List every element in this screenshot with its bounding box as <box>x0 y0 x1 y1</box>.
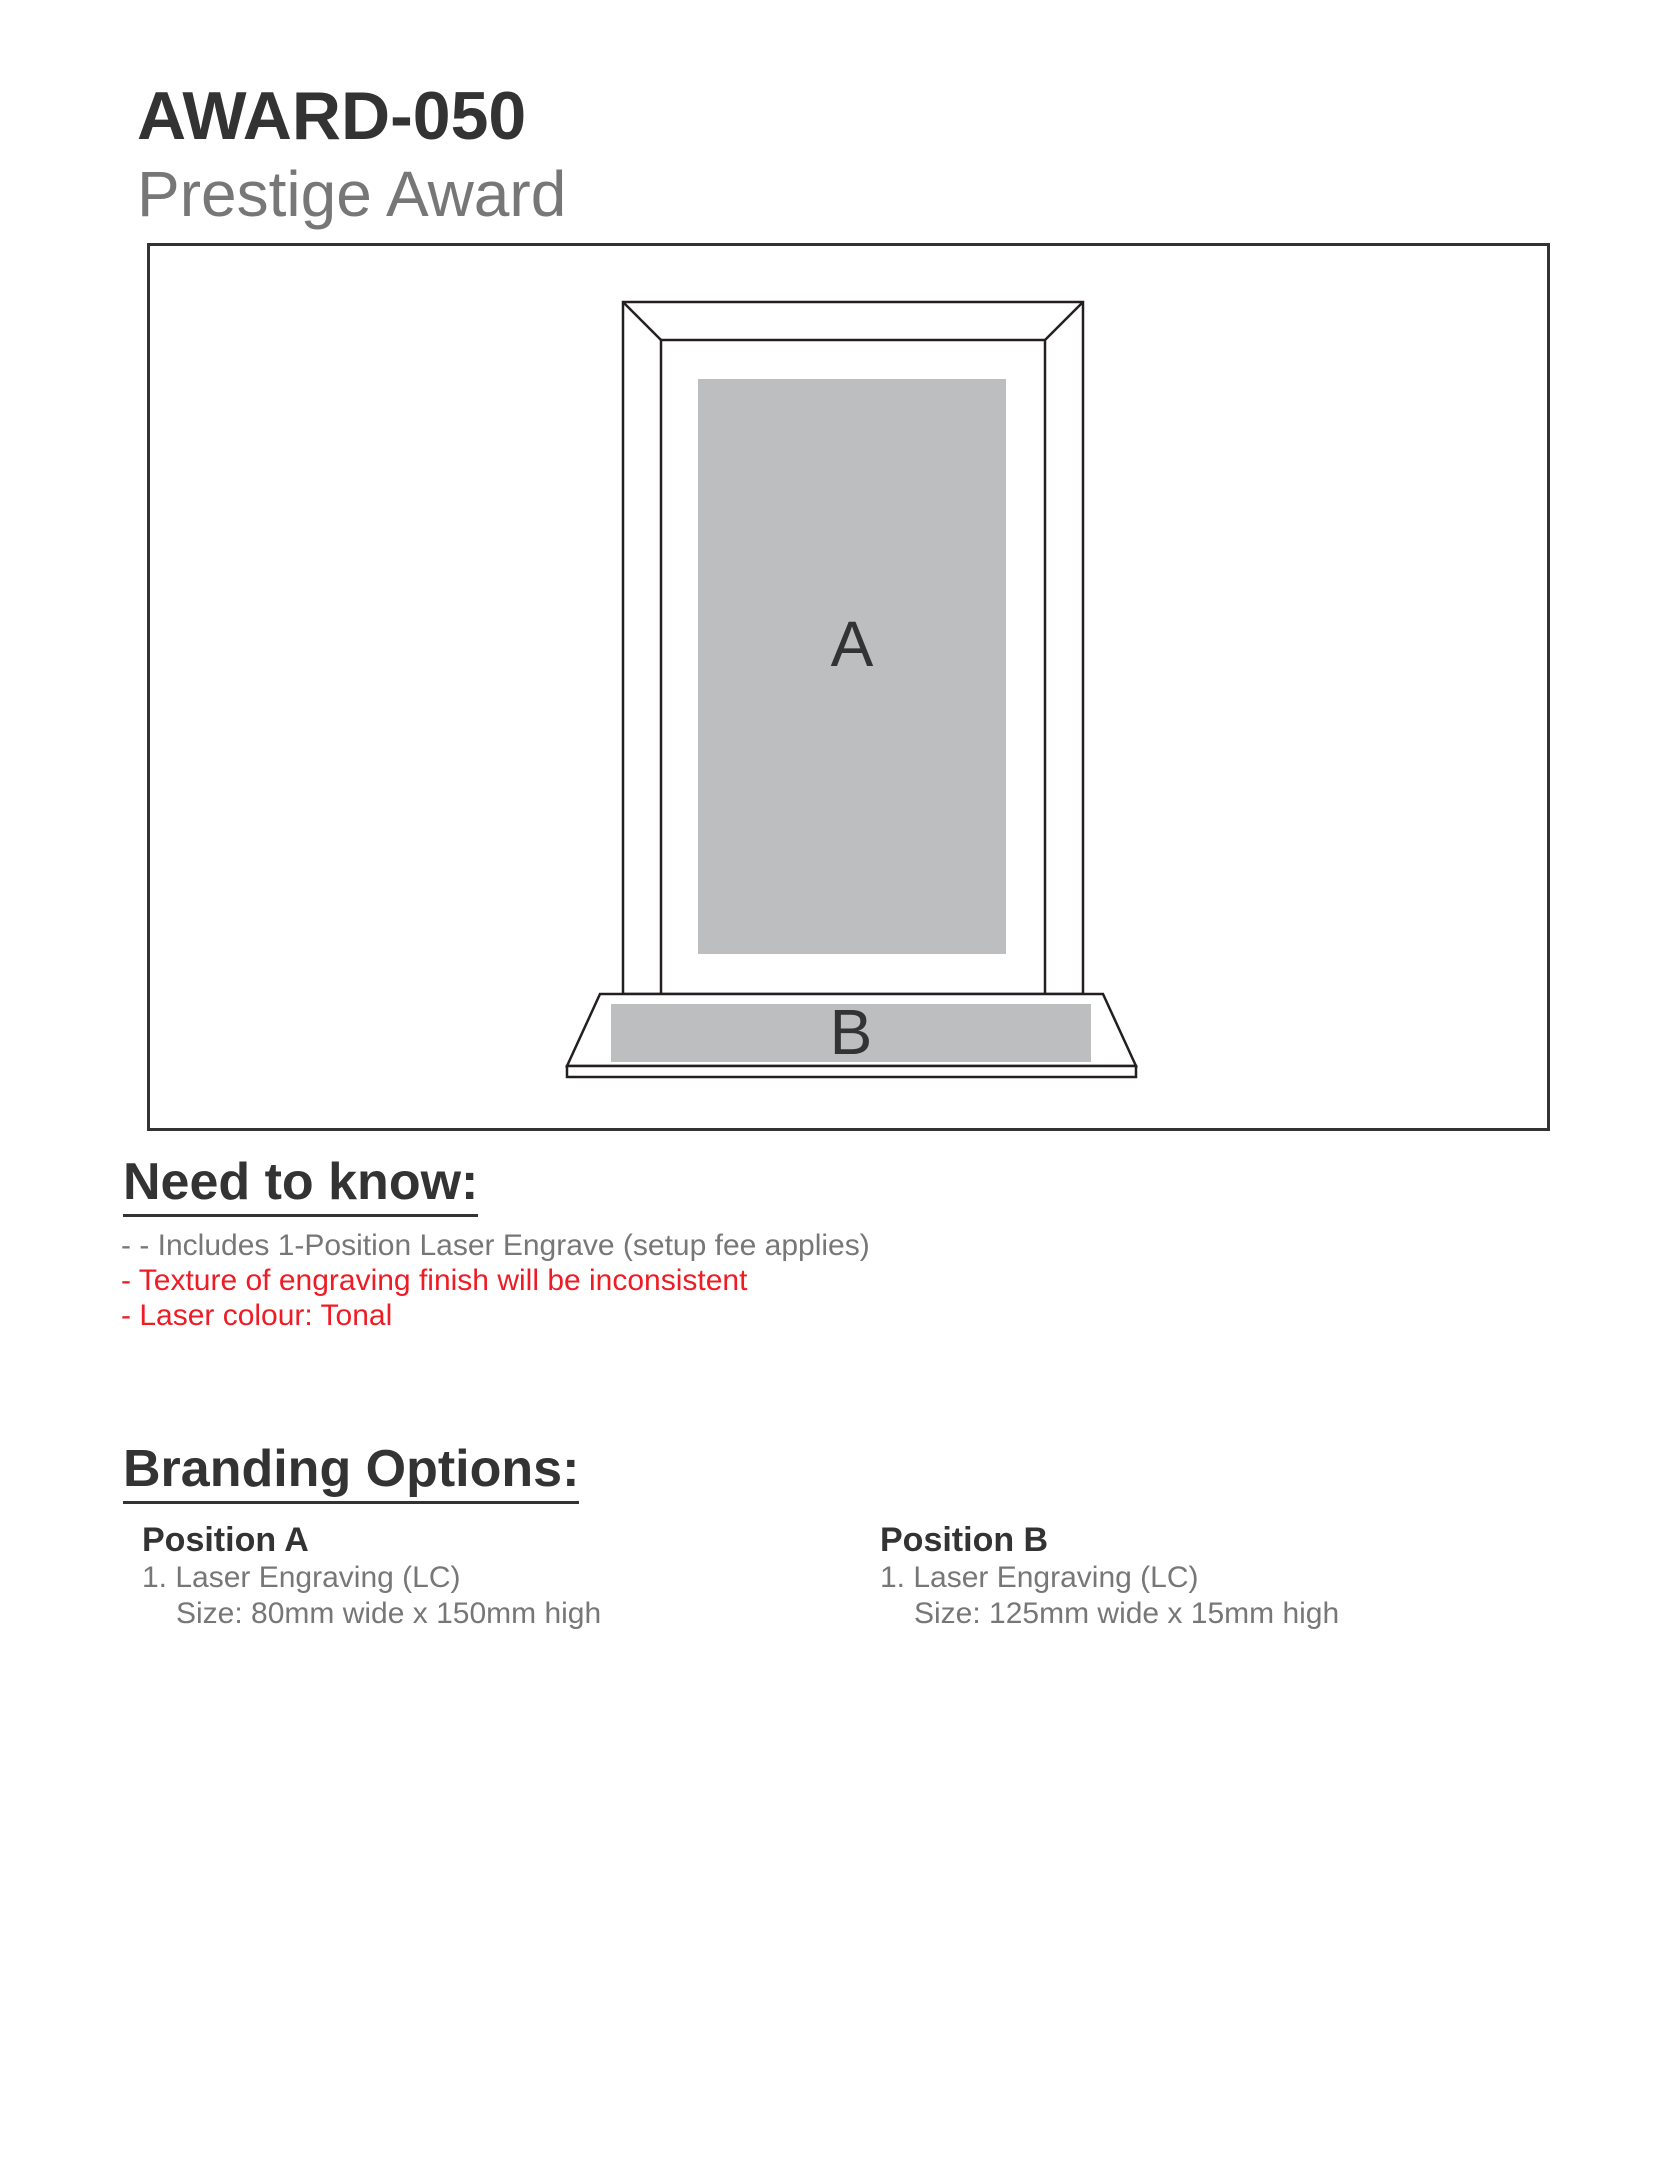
position-title: Position B <box>880 1521 1049 1559</box>
product-code: AWARD-050 <box>137 78 527 154</box>
position-a-block <box>142 1520 601 1632</box>
label-a: A <box>830 608 874 680</box>
position-size: Size: 80mm wide x 150mm high <box>176 1597 602 1630</box>
note-item: - - Includes 1-Position Laser Engrave (setup fee applies) <box>121 1229 870 1262</box>
position-b-block <box>880 1520 1339 1632</box>
need-to-know-heading: Need to know: <box>123 1156 478 1217</box>
branding-options-heading: Branding Options: <box>123 1443 579 1504</box>
position-method: 1. Laser Engraving (LC) <box>142 1561 461 1594</box>
position-method: 1. Laser Engraving (LC) <box>880 1561 1199 1594</box>
product-diagram <box>147 243 1550 1131</box>
note-item: - Laser colour: Tonal <box>121 1299 393 1332</box>
position-size: Size: 125mm wide x 15mm high <box>914 1597 1340 1630</box>
note-item: - Texture of engraving finish will be inconsistent <box>121 1264 748 1297</box>
need-to-know-list <box>121 1228 870 1333</box>
product-name: Prestige Award <box>137 158 567 230</box>
label-b: B <box>829 996 873 1068</box>
position-title: Position A <box>142 1521 309 1559</box>
